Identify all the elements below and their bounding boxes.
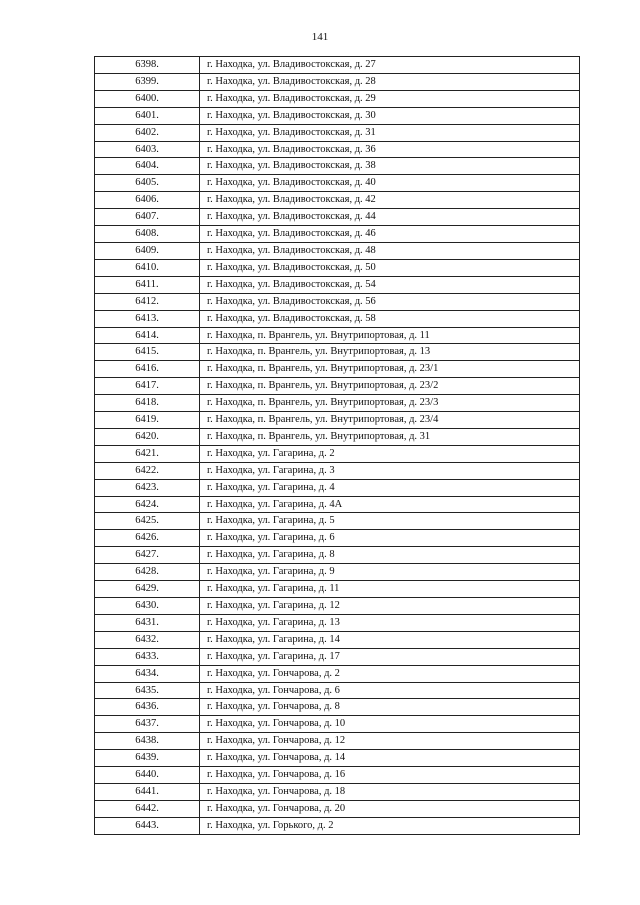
row-number: 6402.	[95, 124, 200, 141]
table-row	[95, 141, 580, 158]
table-row	[95, 107, 580, 124]
row-number: 6412.	[95, 293, 200, 310]
table-row	[95, 614, 580, 631]
row-number: 6405.	[95, 175, 200, 192]
row-address: г. Находка, п. Врангель, ул. Внутрипортовая, д. 23/3	[200, 395, 580, 412]
row-address: г. Находка, ул. Гончарова, д. 2	[200, 665, 580, 682]
table-row	[95, 800, 580, 817]
table-row	[95, 192, 580, 209]
row-address: г. Находка, ул. Гагарина, д. 4	[200, 479, 580, 496]
row-number: 6424.	[95, 496, 200, 513]
row-address: г. Находка, ул. Гончарова, д. 8	[200, 699, 580, 716]
row-number: 6417.	[95, 378, 200, 395]
row-number: 6403.	[95, 141, 200, 158]
row-number: 6431.	[95, 614, 200, 631]
table-row	[95, 242, 580, 259]
row-address: г. Находка, ул. Гагарина, д. 8	[200, 547, 580, 564]
row-number: 6409.	[95, 242, 200, 259]
row-number: 6398.	[95, 57, 200, 74]
row-address: г. Находка, ул. Гагарина, д. 14	[200, 631, 580, 648]
row-address: г. Находка, ул. Владивостокская, д. 27	[200, 57, 580, 74]
row-address: г. Находка, ул. Гагарина, д. 3	[200, 462, 580, 479]
row-address: г. Находка, ул. Владивостокская, д. 58	[200, 310, 580, 327]
row-number: 6430.	[95, 598, 200, 615]
table-row	[95, 175, 580, 192]
table-row	[95, 598, 580, 615]
row-number: 6423.	[95, 479, 200, 496]
row-number: 6419.	[95, 412, 200, 429]
row-address: г. Находка, ул. Гагарина, д. 11	[200, 581, 580, 598]
row-address: г. Находка, ул. Владивостокская, д. 36	[200, 141, 580, 158]
table-row	[95, 631, 580, 648]
table-row	[95, 530, 580, 547]
row-address: г. Находка, ул. Гагарина, д. 6	[200, 530, 580, 547]
row-number: 6408.	[95, 226, 200, 243]
table-row	[95, 665, 580, 682]
table-row	[95, 276, 580, 293]
table-row	[95, 648, 580, 665]
row-address: г. Находка, п. Врангель, ул. Внутрипортовая, д. 11	[200, 327, 580, 344]
row-number: 6406.	[95, 192, 200, 209]
row-address: г. Находка, ул. Владивостокская, д. 56	[200, 293, 580, 310]
row-number: 6441.	[95, 783, 200, 800]
row-address: г. Находка, ул. Владивостокская, д. 44	[200, 209, 580, 226]
row-number: 6414.	[95, 327, 200, 344]
table-row	[95, 412, 580, 429]
row-number: 6415.	[95, 344, 200, 361]
row-address: г. Находка, п. Врангель, ул. Внутрипортовая, д. 23/1	[200, 361, 580, 378]
row-number: 6399.	[95, 73, 200, 90]
table-row	[95, 293, 580, 310]
row-number: 6427.	[95, 547, 200, 564]
row-address: г. Находка, ул. Владивостокская, д. 48	[200, 242, 580, 259]
table-row	[95, 124, 580, 141]
row-number: 6420.	[95, 428, 200, 445]
row-address: г. Находка, ул. Гончарова, д. 12	[200, 733, 580, 750]
row-address: г. Находка, ул. Владивостокская, д. 54	[200, 276, 580, 293]
row-number: 6416.	[95, 361, 200, 378]
row-address: г. Находка, ул. Гагарина, д. 12	[200, 598, 580, 615]
table-row	[95, 767, 580, 784]
table-row	[95, 445, 580, 462]
table-row	[95, 310, 580, 327]
table-row	[95, 327, 580, 344]
table-row	[95, 783, 580, 800]
row-number: 6428.	[95, 564, 200, 581]
address-table	[94, 56, 580, 835]
table-row	[95, 547, 580, 564]
row-address: г. Находка, ул. Гагарина, д. 5	[200, 513, 580, 530]
row-address: г. Находка, ул. Владивостокская, д. 38	[200, 158, 580, 175]
row-address: г. Находка, ул. Гончарова, д. 16	[200, 767, 580, 784]
row-address: г. Находка, ул. Гагарина, д. 13	[200, 614, 580, 631]
row-address: г. Находка, ул. Владивостокская, д. 42	[200, 192, 580, 209]
row-address: г. Находка, ул. Владивостокская, д. 50	[200, 259, 580, 276]
table-row	[95, 158, 580, 175]
table-row	[95, 733, 580, 750]
row-number: 6442.	[95, 800, 200, 817]
row-address: г. Находка, ул. Горького, д. 2	[200, 817, 580, 834]
row-number: 6437.	[95, 716, 200, 733]
page-number: 141	[311, 31, 329, 43]
table-row	[95, 226, 580, 243]
row-address: г. Находка, ул. Гончарова, д. 10	[200, 716, 580, 733]
table-row	[95, 699, 580, 716]
table-row	[95, 344, 580, 361]
row-number: 6400.	[95, 90, 200, 107]
table-row	[95, 716, 580, 733]
row-address: г. Находка, ул. Гончарова, д. 6	[200, 682, 580, 699]
row-number: 6410.	[95, 259, 200, 276]
row-number: 6432.	[95, 631, 200, 648]
row-number: 6418.	[95, 395, 200, 412]
table-row	[95, 209, 580, 226]
table-row	[95, 90, 580, 107]
row-address: г. Находка, ул. Владивостокская, д. 28	[200, 73, 580, 90]
row-address: г. Находка, ул. Владивостокская, д. 30	[200, 107, 580, 124]
row-address: г. Находка, ул. Гагарина, д. 2	[200, 445, 580, 462]
row-number: 6413.	[95, 310, 200, 327]
row-number: 6401.	[95, 107, 200, 124]
table-row	[95, 682, 580, 699]
table-row	[95, 817, 580, 834]
row-address: г. Находка, п. Врангель, ул. Внутрипортовая, д. 23/2	[200, 378, 580, 395]
table-row	[95, 750, 580, 767]
row-number: 6438.	[95, 733, 200, 750]
row-address: г. Находка, ул. Гагарина, д. 4А	[200, 496, 580, 513]
row-address: г. Находка, ул. Гончарова, д. 18	[200, 783, 580, 800]
address-table-body	[95, 57, 580, 835]
table-row	[95, 479, 580, 496]
table-row	[95, 259, 580, 276]
row-address: г. Находка, п. Врангель, ул. Внутрипортовая, д. 23/4	[200, 412, 580, 429]
row-number: 6411.	[95, 276, 200, 293]
row-number: 6407.	[95, 209, 200, 226]
row-address: г. Находка, п. Врангель, ул. Внутрипортовая, д. 31	[200, 428, 580, 445]
row-address: г. Находка, ул. Владивостокская, д. 31	[200, 124, 580, 141]
row-number: 6434.	[95, 665, 200, 682]
row-number: 6443.	[95, 817, 200, 834]
row-number: 6425.	[95, 513, 200, 530]
row-address: г. Находка, ул. Гончарова, д. 20	[200, 800, 580, 817]
row-address: г. Находка, ул. Гагарина, д. 17	[200, 648, 580, 665]
table-row	[95, 73, 580, 90]
table-row	[95, 378, 580, 395]
table-row	[95, 496, 580, 513]
row-address: г. Находка, п. Врангель, ул. Внутрипортовая, д. 13	[200, 344, 580, 361]
table-row	[95, 564, 580, 581]
table-row	[95, 513, 580, 530]
row-number: 6440.	[95, 767, 200, 784]
table-row	[95, 581, 580, 598]
row-address: г. Находка, ул. Владивостокская, д. 40	[200, 175, 580, 192]
row-address: г. Находка, ул. Гончарова, д. 14	[200, 750, 580, 767]
row-number: 6429.	[95, 581, 200, 598]
row-number: 6435.	[95, 682, 200, 699]
row-address: г. Находка, ул. Владивостокская, д. 29	[200, 90, 580, 107]
table-row	[95, 361, 580, 378]
table-row	[95, 462, 580, 479]
row-address: г. Находка, ул. Владивостокская, д. 46	[200, 226, 580, 243]
row-number: 6422.	[95, 462, 200, 479]
row-number: 6421.	[95, 445, 200, 462]
row-number: 6436.	[95, 699, 200, 716]
table-row	[95, 395, 580, 412]
row-number: 6439.	[95, 750, 200, 767]
table-row	[95, 428, 580, 445]
row-number: 6433.	[95, 648, 200, 665]
row-address: г. Находка, ул. Гагарина, д. 9	[200, 564, 580, 581]
row-number: 6404.	[95, 158, 200, 175]
table-row	[95, 57, 580, 74]
row-number: 6426.	[95, 530, 200, 547]
